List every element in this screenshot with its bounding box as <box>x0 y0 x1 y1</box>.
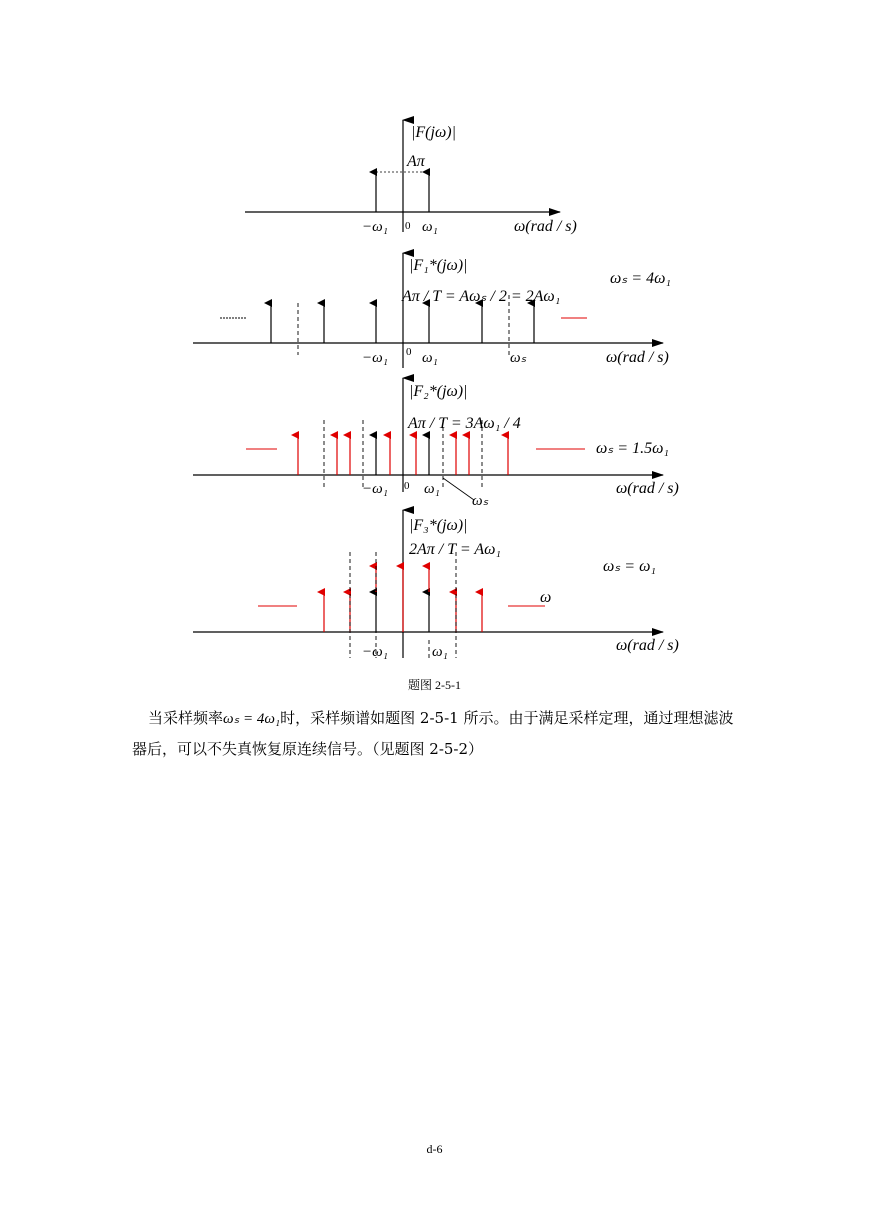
panel1-zero: 0 <box>405 220 411 232</box>
panel2-amp: Aπ / T = Aωₛ / 2 = 2Aω₁ <box>402 288 561 305</box>
panel2-zero: 0 <box>406 346 412 358</box>
panel2-ylabel: |F₁*(jω)| <box>409 257 468 274</box>
paragraph-line-2: 器后，可以不失真恢复原连续信号。（见题图 2-5-2） <box>132 740 484 758</box>
panel3-zero: 0 <box>404 480 410 492</box>
panel4-neg-w1: −ω₁ <box>362 644 388 660</box>
panel1-xlabel: ω(rad / s) <box>514 218 577 235</box>
panel4-amp: 2Aπ / T = Aω₁ <box>409 541 501 558</box>
figure-caption: 题图 2-5-1 <box>408 678 461 692</box>
panel2-xlabel: ω(rad / s) <box>606 349 669 366</box>
panel1-w1: ω₁ <box>422 219 438 235</box>
panel-3 <box>193 378 679 509</box>
panel1-amp: Aπ <box>407 153 425 170</box>
panel2-w1: ω₁ <box>422 350 438 366</box>
line1-math: ωₛ = 4ω₁ <box>223 711 281 727</box>
panel4-ylabel: |F₃*(jω)| <box>409 517 468 534</box>
line1-text-a: 当采样频率 <box>148 709 224 727</box>
paragraph-line-1 <box>132 703 752 734</box>
panel1-neg-w1: −ω₁ <box>362 219 388 235</box>
panel3-note: ωₛ = 1.5ω₁ <box>596 440 669 457</box>
panel4-xlabel: ω(rad / s) <box>616 637 679 654</box>
panel2-ws: ωₛ <box>510 350 527 366</box>
panel3-amp: Aπ / T = 3Aω₁ / 4 <box>408 415 521 432</box>
page-number: d-6 <box>426 1142 443 1156</box>
panel4-omega: ω <box>540 589 552 606</box>
panel3-neg-w1: −ω₁ <box>362 481 388 497</box>
panel3-xlabel: ω(rad / s) <box>616 480 679 497</box>
panel-2 <box>193 253 671 368</box>
panel1-ylabel: |F(jω)| <box>411 124 456 141</box>
panel-1 <box>245 120 577 235</box>
body-paragraph <box>132 703 752 764</box>
panel-4 <box>193 510 679 660</box>
panel3-w1: ω₁ <box>424 481 440 497</box>
panel2-note: ωₛ = 4ω₁ <box>610 270 671 287</box>
panel4-w1: ω₁ <box>432 644 448 660</box>
panel2-neg-w1: −ω₁ <box>362 350 388 366</box>
panel3-ws-pointer <box>443 478 474 500</box>
panel3-ylabel: |F₂*(jω)| <box>409 383 468 400</box>
panel4-note: ωₛ = ω₁ <box>603 558 656 575</box>
line1-text-b: 时，采样频谱如题图 2-5-1 所示。由于满足采样定理，通过理想滤波 <box>280 709 734 727</box>
panel3-ws: ωₛ <box>472 493 489 509</box>
